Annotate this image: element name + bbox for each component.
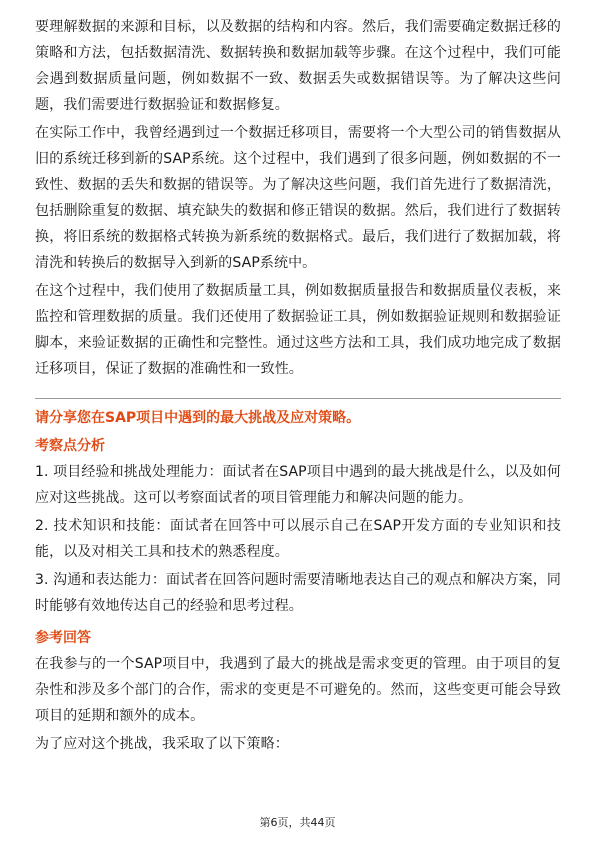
body-paragraph: 在这个过程中，我们使用了数据质量工具，例如数据质量报告和数据质量仪表板，来监控和管理数据的质量。我们还使用了数据验证工具，例如数据验证规则和数据验证脚本，来验证数据的正确性和完整性。通过这些方法和工具，我们成功地完成了数据迁移项目，保证了数据的准确性和一致性。	[35, 283, 561, 377]
reference-heading: 参考回答	[35, 630, 91, 646]
reference-paragraph: 为了应对这个挑战，我采取了以下策略：	[35, 736, 289, 752]
page-number-footer: 第6页，共44页	[259, 816, 336, 829]
body-paragraph: 要理解数据的来源和目标，以及数据的结构和内容。然后，我们需要确定数据迁移的策略和方法，包括数据清洗、数据转换和数据加载等步骤。在这个过程中，我们可能会遇到数据质量问题，例如数据不一致、数据丢失或数据错误等。为了解决这些问题，我们需要进行数据验证和数据修复。	[35, 19, 561, 113]
analysis-item: 3. 沟通和表达能力：面试者在回答问题时需要清晰地表达自己的观点和解决方案，同时能够有效地传达自己的经验和思考过程。	[35, 572, 561, 614]
question-title: 请分享您在SAP项目中遇到的最大挑战及应对策略。	[35, 410, 361, 426]
document-page	[35, 14, 561, 759]
body-paragraph: 在实际工作中，我曾经遇到过一个数据迁移项目，需要将一个大型公司的销售数据从旧的系统迁移到新的SAP系统。这个过程中，我们遇到了很多问题，例如数据的不一致性、数据的丢失和数据的错误等。为了解决这些问题，我们首先进行了数据清洗，包括删除重复的数据、填充缺失的数据和修正错误的数据。然后，我们进行了数据转换，将旧系统的数据格式转换为新系统的数据格式。最后，我们进行了数据加载，将清洗和转换后的数据导入到新的SAP系统中。	[35, 125, 561, 271]
reference-paragraph: 在我参与的一个SAP项目中，我遇到了最大的挑战是需求变更的管理。由于项目的复杂性和涉及多个部门的合作，需求的变更是不可避免的。然而，这些变更可能会导致项目的延期和额外的成本。	[35, 656, 561, 724]
analysis-item: 1. 项目经验和挑战处理能力：面试者在SAP项目中遇到的最大挑战是什么，以及如何应对这些挑战。这可以考察面试者的项目管理能力和解决问题的能力。	[35, 464, 561, 506]
section-divider	[35, 398, 561, 399]
analysis-heading: 考察点分析	[35, 438, 105, 454]
analysis-item: 2. 技术知识和技能：面试者在回答中可以展示自己在SAP开发方面的专业知识和技能，以及对相关工具和技术的熟悉程度。	[35, 518, 561, 560]
